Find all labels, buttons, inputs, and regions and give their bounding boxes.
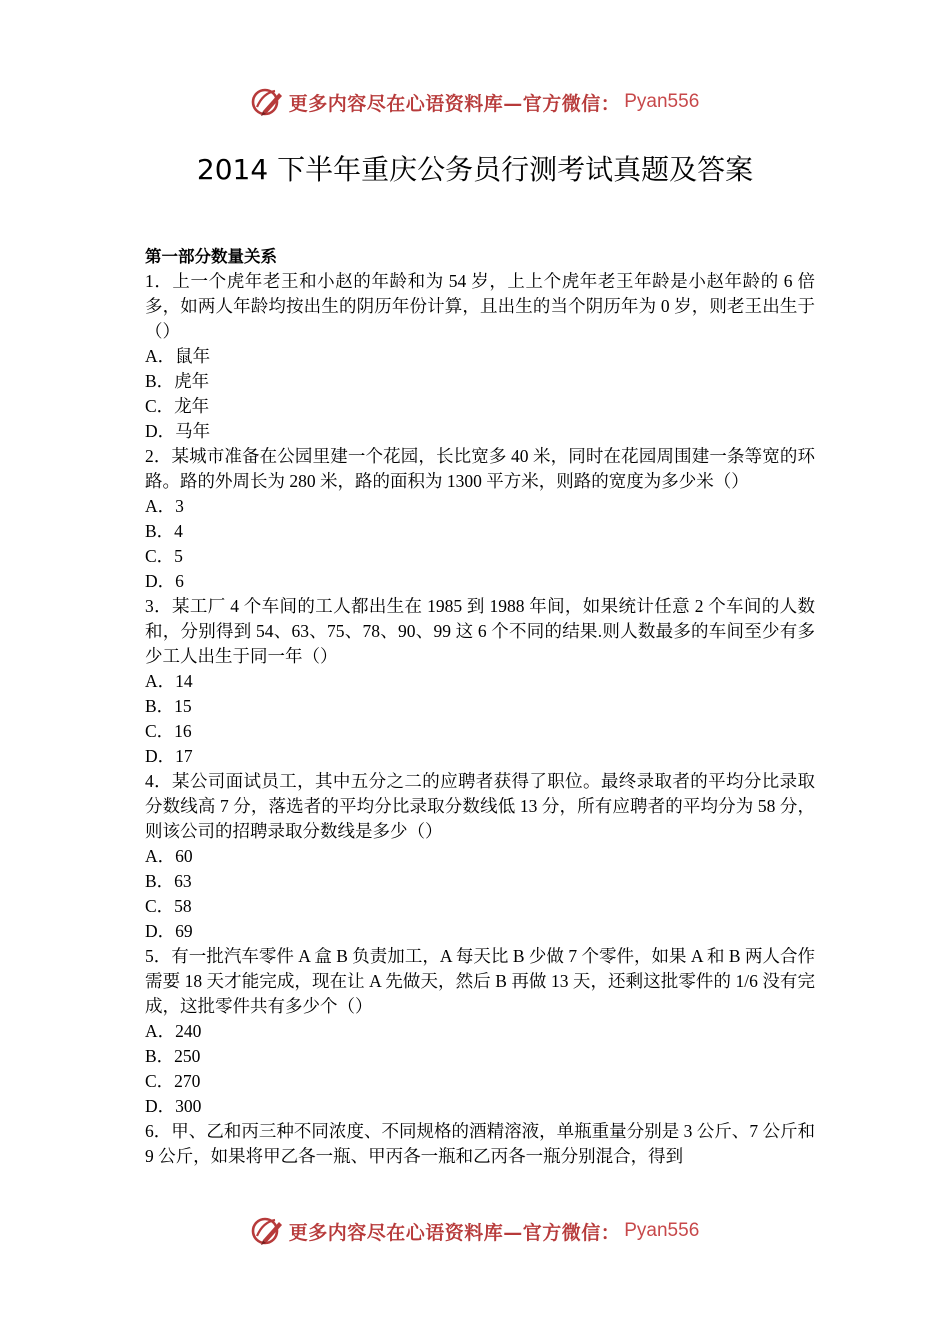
option-3d: D．17 bbox=[145, 746, 193, 766]
option-5b: B．250 bbox=[145, 1046, 201, 1066]
option-2b: B．4 bbox=[145, 521, 183, 541]
question-3: 3．某工厂 4 个车间的工人都出生在 1985 到 1988 年间，如果统计任意 2 个车间的人数和，分别得到 54、63、75、78、90、99 这 6 个不同的结果.则人数最多的车间至少有多少工人出生于同一年（） bbox=[145, 596, 815, 666]
question-1: 1．上一个虎年老王和小赵的年龄和为 54 岁，上上个虎年老王年龄是小赵年龄的 6 倍多，如两人年龄均按出生的阴历年份计算，且出生的当个阴历年为 0 岁，则老王出生于（） bbox=[145, 271, 815, 341]
footer-banner bbox=[0, 1211, 950, 1251]
pen-logo-icon bbox=[251, 1214, 285, 1248]
option-1a: A．鼠年 bbox=[145, 346, 211, 366]
option-2c: C．5 bbox=[145, 546, 183, 566]
option-5a: A．240 bbox=[145, 1021, 202, 1041]
option-1b: B．虎年 bbox=[145, 371, 210, 391]
document-body bbox=[145, 244, 815, 1169]
document-title: 2014 下半年重庆公务员行测考试真题及答案 bbox=[196, 153, 754, 186]
question-4: 4．某公司面试员工，其中五分之二的应聘者获得了职位。最终录取者的平均分比录取分数线高 7 分，落选者的平均分比录取分数线低 13 分，所有应聘者的平均分为 58 分，则该公司的招聘录取分数线是多少（） bbox=[145, 771, 815, 841]
option-3a: A．14 bbox=[145, 671, 193, 691]
option-1d: D．马年 bbox=[145, 421, 211, 441]
banner-text: 更多内容尽在心语资料库—官方微信： bbox=[288, 1221, 621, 1244]
option-3c: C．16 bbox=[145, 721, 192, 741]
banner-wechat-id: Pyan556 bbox=[624, 91, 700, 112]
option-1c: C．龙年 bbox=[145, 396, 210, 416]
question-6: 6．甲、乙和丙三种不同浓度、不同规格的酒精溶液，单瓶重量分别是 3 公斤、7 公斤和 9 公斤，如果将甲乙各一瓶、甲丙各一瓶和乙丙各一瓶分别混合，得到 bbox=[145, 1121, 815, 1166]
option-5c: C．270 bbox=[145, 1071, 201, 1091]
question-5: 5．有一批汽车零件 A 盒 B 负责加工，A 每天比 B 少做 7 个零件，如果 A 和 B 两人合作需要 18 天才能完成，现在让 A 先做天，然后 B 再做 13 天，还剩这批零件的 1/6 没有完成，这批零件共有多少个（） bbox=[145, 946, 815, 1016]
option-4a: A．60 bbox=[145, 846, 193, 866]
question-2: 2．某城市准备在公园里建一个花园，长比宽多 40 米，同时在花园周围建一条等宽的环路。路的外周长为 280 米，路的面积为 1300 平方米，则路的宽度为多少米（） bbox=[145, 446, 815, 491]
option-2d: D．6 bbox=[145, 571, 184, 591]
banner-wechat-id: Pyan556 bbox=[624, 1220, 700, 1241]
option-5d: D．300 bbox=[145, 1096, 202, 1116]
option-4c: C．58 bbox=[145, 896, 192, 916]
option-4d: D．69 bbox=[145, 921, 193, 941]
option-2a: A．3 bbox=[145, 496, 184, 516]
section-heading: 第一部分数量关系 bbox=[145, 247, 277, 266]
banner-text: 更多内容尽在心语资料库—官方微信： bbox=[288, 92, 621, 115]
pen-logo-icon bbox=[251, 85, 285, 119]
header-banner bbox=[0, 82, 950, 122]
option-3b: B．15 bbox=[145, 696, 192, 716]
option-4b: B．63 bbox=[145, 871, 192, 891]
